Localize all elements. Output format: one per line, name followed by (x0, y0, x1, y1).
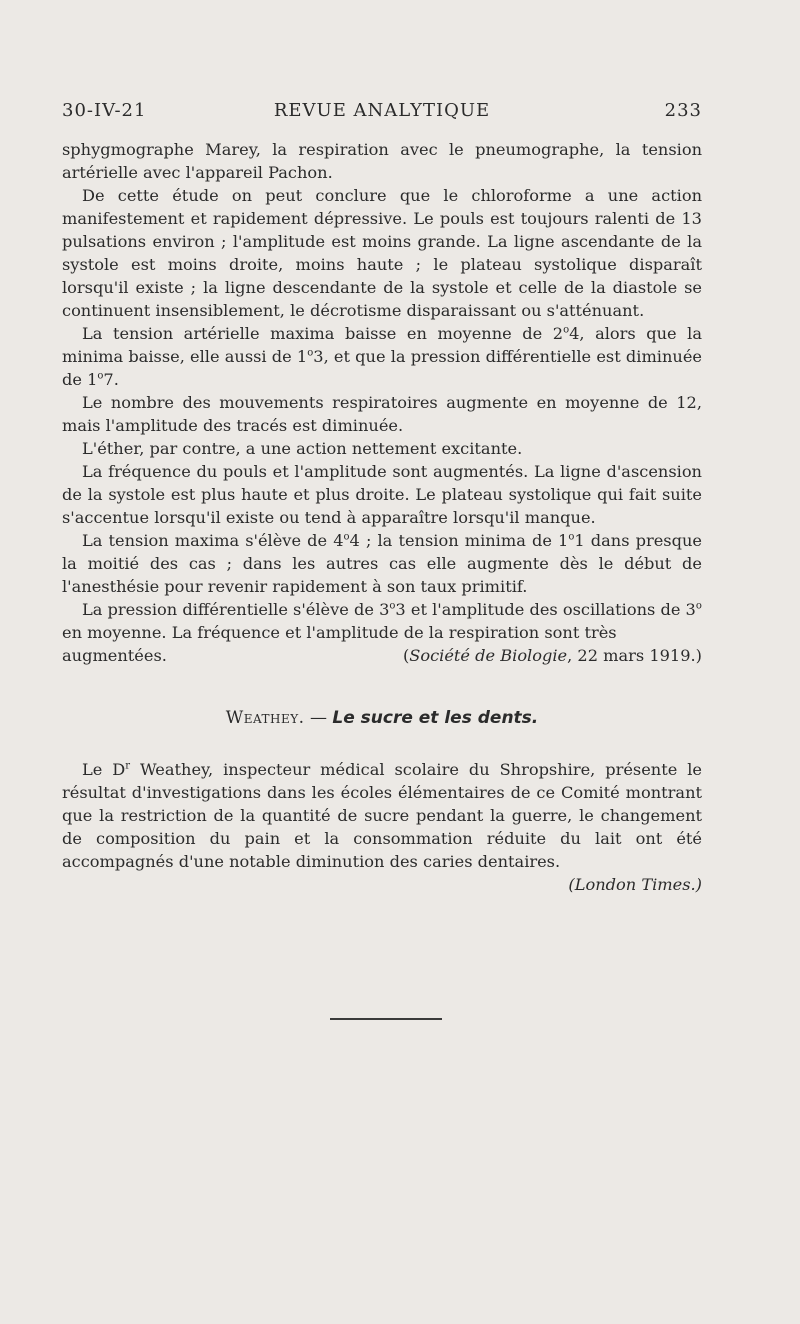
header-date: 30-IV-21 (62, 100, 147, 121)
paragraph: La fréquence du pouls et l'amplitude sont augmentés. La ligne d'ascension de la systole est plus haute et plus droite. Le plateau systolique qui fait suite s'accentue lorsqu'il existe ou tend à apparaître lorsqu'il manque. (62, 462, 702, 527)
paragraph: De cette étude on peut conclure que le chloroforme a une action manifestement et rapidement dépressive. Le pouls est toujours ralenti de 13 pulsations environ ; l'amplitude est moins grande. La ligne ascendante de la systole est moins droite, moins haute ; le plateau systolique disparaît lorsqu'il existe ; la ligne descendante de la systole et celle de la diastole se continuent insensiblement, le décrotisme disparaissant ou s'atténuant. (62, 186, 702, 320)
paragraph: La tension artérielle maxima baisse en moyenne de 2$^o$4, alors que la minima baisse, elle aussi de 1$^o$3, et que la pression différentielle est diminuée de 1$^o$7. (62, 324, 702, 389)
heading-author: Weathey. (225, 708, 305, 728)
page-number: 233 (664, 100, 702, 121)
paragraph: sphygmographe Marey, la respiration avec le pneumographe, la tension artérielle avec l'appareil Pachon. (62, 140, 702, 182)
paragraph: Le $D^r$ Weathey, inspecteur médical scolaire du Shropshire, présente le résultat d'investigations dans les écoles élémentaires de ce Comité montrant que la restriction de la quantité de sucre pendant la guerre, le changement de composition du pain et la consommation réduite du lait ont été accompagnés d'une notable diminution des caries dentaires. (London Times.) (62, 760, 702, 894)
citation: (London Times.) (568, 875, 702, 894)
running-header (62, 100, 702, 126)
end-rule (330, 1018, 442, 1020)
section-heading: Weathey. — Le sucre et les dents. (225, 708, 539, 728)
header-journal-title: REVUE ANALYTIQUE (273, 100, 491, 121)
paragraph: La tension maxima s'élève de 4$^o$4 ; la tension minima de 1$^o$1 dans presque la moitié des cas ; dans les autres cas elle augmente dès le début de l'anesthésie pour revenir rapidement à son taux primitif. (62, 531, 702, 596)
citation: (Société de Biologie, 22 mars 1919.) (402, 646, 702, 665)
article-chloroforme-ether (62, 138, 702, 667)
heading-title: Le sucre et les dents. (332, 708, 539, 728)
article-sucre-dents (62, 758, 702, 896)
paragraph: Le nombre des mouvements respiratoires augmente en moyenne de 12, mais l'amplitude des tracés est diminuée. (62, 393, 702, 435)
paragraph: L'éther, par contre, a une action nettement excitante. (82, 439, 523, 458)
paragraph: La pression différentielle s'élève de 3$^o$3 et l'amplitude des oscillations de 3$^o$ en moyenne. La fréquence et l'amplitude de la respiration sont très augmentées. (Société de Biologie, 22 mars 1919.) (62, 600, 702, 665)
